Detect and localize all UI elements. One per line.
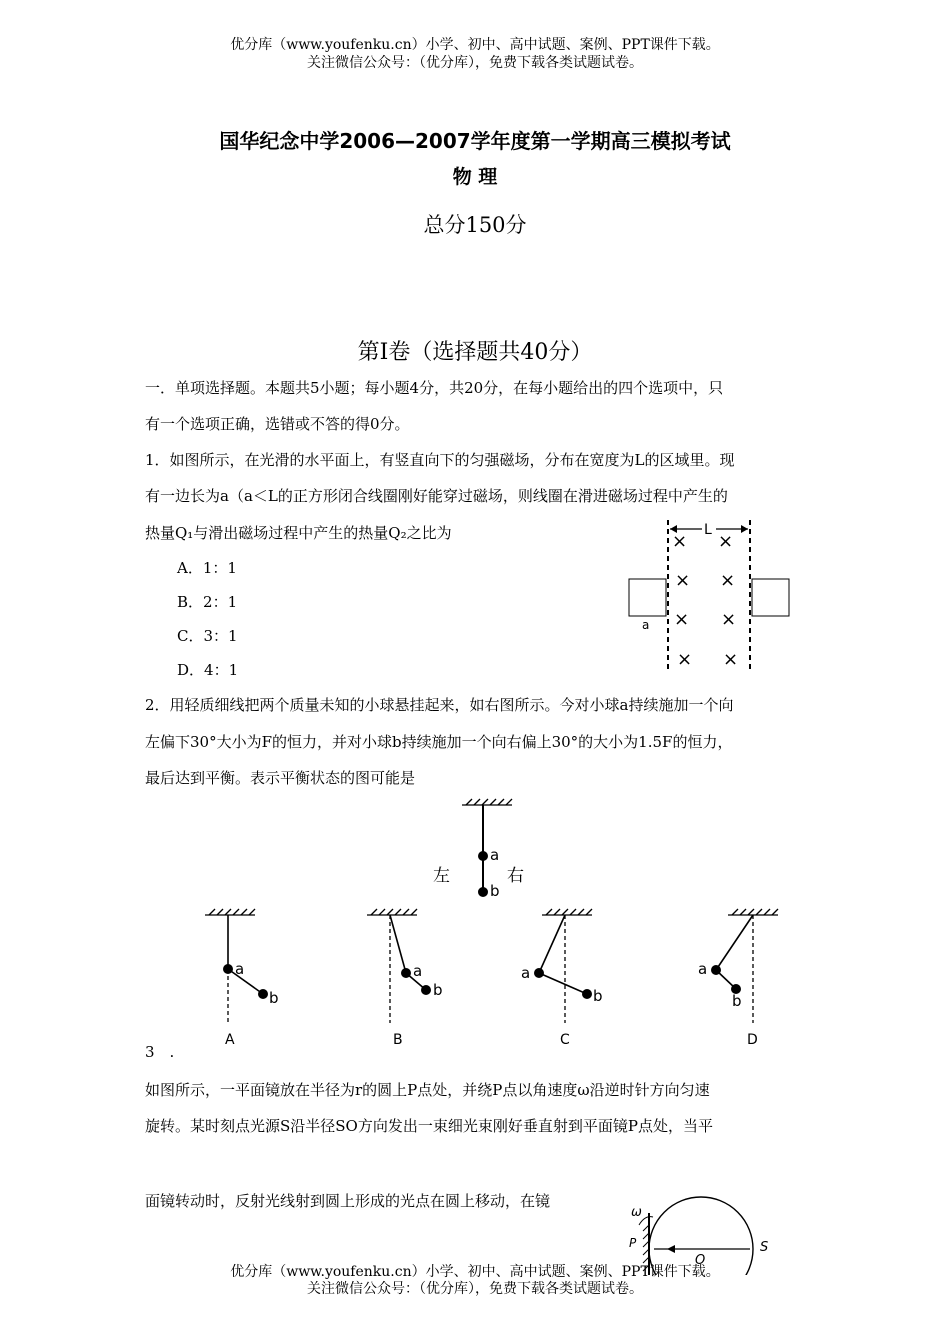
header-line-2: 关注微信公众号：（优分库），免费下载各类试题试卷。	[307, 55, 643, 71]
choice-label-a: A	[225, 1032, 235, 1048]
field-mark: ×	[674, 609, 690, 630]
field-mark: ×	[720, 570, 736, 591]
q1-option-c: C．3：1	[177, 627, 238, 645]
a-ball-b	[258, 989, 268, 999]
exam-total-score: 总分150分	[423, 213, 527, 237]
q2-pendulum-figures	[190, 795, 800, 1055]
field-mark: ×	[718, 531, 734, 552]
c-label-b: b	[593, 987, 603, 1005]
coil-exiting	[752, 579, 789, 616]
section-title: 第Ⅰ卷（选择题共40分）	[357, 340, 593, 365]
a-ball-a	[223, 964, 233, 974]
a-label-a: a	[235, 960, 245, 978]
field-mark: ×	[677, 649, 693, 670]
coil-side-label: a	[642, 618, 650, 632]
ref-ball-a	[478, 851, 488, 861]
label-right: 右	[507, 866, 524, 886]
q3-mirror-figure	[615, 1195, 805, 1275]
choice-label-b: B	[393, 1032, 403, 1048]
field-mark: ×	[721, 609, 737, 630]
q1-magnetic-field-figure	[620, 515, 800, 675]
exam-title: 国华纪念中学2006—2007学年度第一学期高三模拟考试	[219, 129, 731, 153]
header-line-1: 优分库（www.youfenku.cn）小学、初中、高中试题、案例、PPT课件下载。	[230, 37, 720, 53]
q2-line-3: 最后达到平衡。表示平衡状态的图可能是	[145, 769, 416, 787]
section-instruction-2: 有一个选项正确，选错或不答的得0分。	[145, 415, 410, 433]
choice-label-d: D	[747, 1032, 758, 1048]
ref-label-b: b	[490, 882, 500, 900]
c-ball-b	[582, 989, 592, 999]
field-mark: ×	[672, 531, 688, 552]
point-p-label: P	[629, 1236, 637, 1250]
b-ball-a	[401, 968, 411, 978]
light-ray-arrow	[667, 1245, 675, 1253]
b-ball-b	[421, 985, 431, 995]
d-label-a: a	[698, 960, 708, 978]
field-marks	[672, 531, 738, 670]
q2-line-2: 左偏下30°大小为F的恒力，并对小球b持续施加一个向右偏上30°的大小为1.5F的恒力，	[145, 733, 733, 751]
q1-line-2: 有一边长为a（a＜L的正方形闭合线圈刚好能穿过磁场，则线圈在滑进磁场过程中产生的	[145, 487, 728, 505]
b-label-a: a	[413, 962, 423, 980]
q1-option-b: B．2：1	[177, 593, 238, 611]
choice-label-c: C	[560, 1032, 570, 1048]
q3-line-2: 旋转。某时刻点光源S沿半径SO方向发出一束细光束刚好垂直射到平面镜P点处，当平	[145, 1117, 713, 1135]
d-label-b: b	[732, 992, 742, 1010]
point-o-label: O	[695, 1253, 706, 1268]
arrowhead-right	[741, 525, 748, 533]
b-label-b: b	[433, 981, 443, 999]
footer-line-2: 关注微信公众号：（优分库），免费下载各类试题试卷。	[307, 1281, 643, 1297]
c-ball-a	[534, 968, 544, 978]
section-instruction-1: 一．单项选择题。本题共5小题；每小题4分，共20分，在每小题给出的四个选项中，只	[145, 379, 724, 397]
omega-label: ω	[631, 1205, 642, 1220]
q3-number: 3 .	[145, 1043, 175, 1061]
width-label: L	[704, 522, 712, 538]
c-label-a: a	[521, 964, 531, 982]
q3-line-3: 面镜转动时，反射光线射到圆上形成的光点在圆上移动，在镜	[145, 1192, 551, 1210]
ref-label-a: a	[490, 846, 500, 864]
q1-line-3: 热量Q₁与滑出磁场过程中产生的热量Q₂之比为	[145, 524, 452, 542]
q2-line-1: 2．用轻质细线把两个质量未知的小球悬挂起来，如右图所示。今对小球a持续施加一个向	[145, 696, 734, 714]
q1-option-a: A．1：1	[177, 559, 237, 577]
q1-option-d: D．4：1	[177, 661, 239, 679]
field-mark: ×	[723, 649, 739, 670]
q1-line-1: 1．如图所示，在光滑的水平面上，有竖直向下的匀强磁场，分布在宽度为L的区域里。现	[145, 451, 735, 469]
a-label-b: b	[269, 989, 279, 1007]
source-s-label: S	[760, 1240, 769, 1255]
d-ball-a	[711, 965, 721, 975]
exam-subject: 物 理	[452, 166, 498, 188]
q3-line-1: 如图所示，一平面镜放在半径为r的圆上P点处，并绕P点以角速度ω沿逆时针方向匀速	[145, 1081, 710, 1099]
label-left: 左	[433, 866, 450, 886]
ref-ball-b	[478, 887, 488, 897]
field-mark: ×	[675, 570, 691, 591]
footer-line-1: 优分库（www.youfenku.cn）小学、初中、高中试题、案例、PPT课件下载。	[230, 1264, 720, 1280]
coil-entering	[629, 579, 666, 616]
